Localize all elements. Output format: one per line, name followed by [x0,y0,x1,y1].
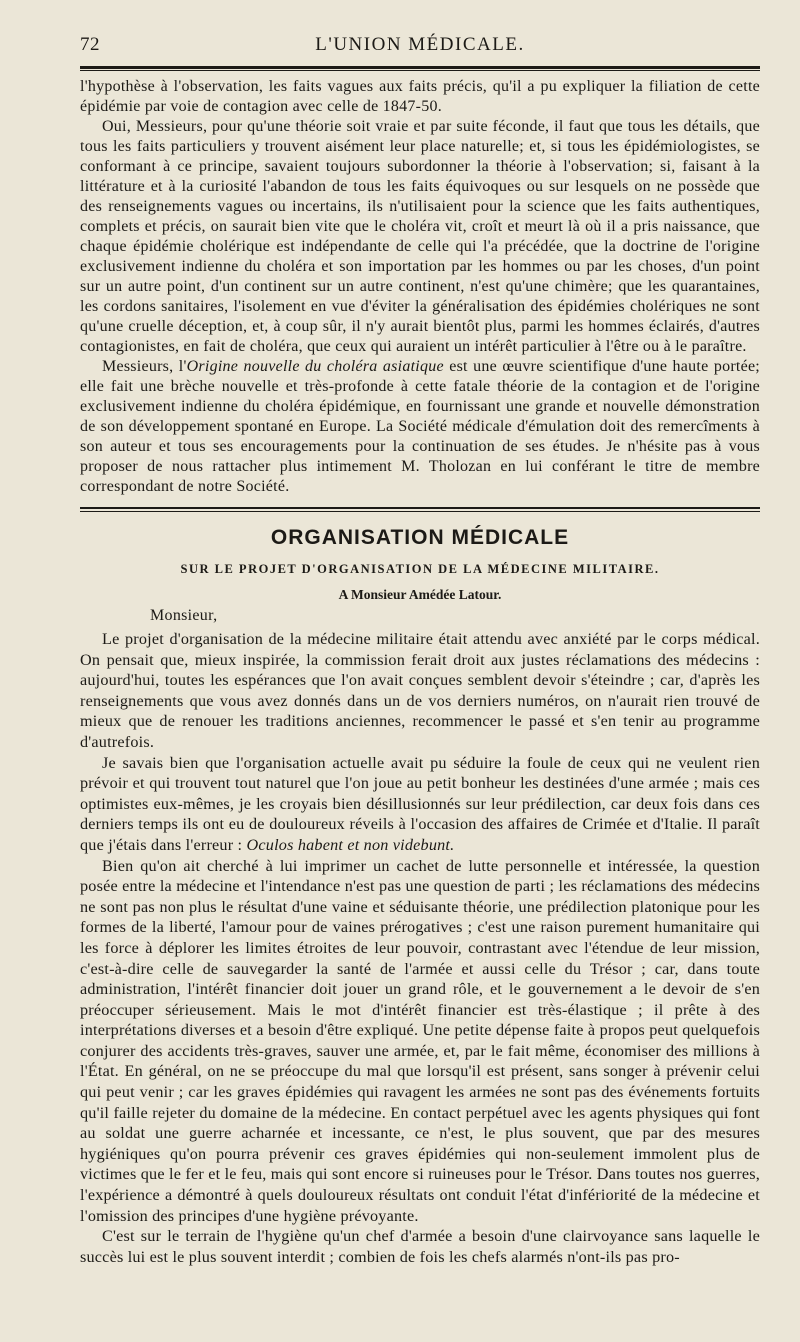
divider-rule-thin [80,511,760,512]
paragraph [80,357,760,497]
paragraph: l'hypothèse à l'observation, les faits vagues aux faits précis, qu'il a pu expliquer la filiation de cette épidémie par voie de contagion avec celle de 1847-50. [80,78,760,115]
running-head [80,30,760,62]
divider-rule [80,507,760,509]
text-span: Je savais bien que l'organisation actuelle avait pu séduire la foule de ceux qui ne veulent rien prévoir et qui trouvent tout naturel que l'on joue au petit bonheur les destinées d'une armée ; mais ces optimistes eux-mêmes, je les croyais bien désillusionnés sur leur prédilection, car deux fois dans ces derniers temps ils ont eu de douloureux réveils à l'occasion des affaires de Crimée et d'Italie. Il paraît que j'étais dans l'erreur : [80,753,760,854]
paragraph: Oui, Messieurs, pour qu'une théorie soit vraie et par suite féconde, il faut que tous les détails, que tous les faits particuliers y trouvent aisément leur place naturelle; et, si tous les épidémiologistes, se conformant à ce principe, savaient toujours subordonner la théorie à l'observation; si, faisant à la littérature et à la curiosité l'abandon de tous les faits équivoques ou sur lesquels on ne possède que des renseignements vagues ou incertains, ils n'utilisaient pour la science que les faits authentiques, complets et précis, on saurait bien vite que le choléra vit, croît et meurt là où il a pris naissance, que chaque épidémie cholérique est indépendante de celle qui l'a précédée, que la doctrine de l'origine exclusivement indienne du choléra et son importation par les hommes ou par les choses, d'un point sur un autre point, d'un continent sur un autre continent, n'est qu'une chimère; que les quarantaines, les cordons sanitaires, l'isolement en vue d'éviter la généralisation des épidémies cholériques ne sont qu'une cruelle déception, et, à coup sûr, il n'y aurait bientôt plus, parmi les hommes éclairés, d'autres contagionistes, en fait de choléra, que ceux qui auraient un intérêt particulier à l'être ou à le paraître. [80,118,760,355]
paragraph: Le projet d'organisation de la médecine militaire était attendu avec anxiété par le corps médical. On pensait que, mieux inspirée, la commission ferait droit aux justes réclamations des médecins : aujourd'hui, toutes les espérances que l'on avait conçues semblent devoir s'éteindre ; car, d'après les renseignements que vous avez donnés dans un de vos derniers numéros, on n'aurait rien trouvé de mieux que de renouer les traditions anciennes, recommencer le passé et s'en tenir au programme d'autrefois. [80,630,760,751]
book-title: Origine nouvelle du choléra asiatique [186,358,444,375]
paragraph: Bien qu'on ait cherché à lui imprimer un cachet de lutte personnelle et intéressée, la question posée entre la médecine et l'intendance n'est pas une question de parti ; les réclamations des médecins ne sont pas non plus le résultat d'une vaine et séduisante théorie, une prédilection platonique pour les formes de la liberté, l'amour pour de vaines prérogatives ; c'est une raison purement humanitaire qui les force à déplorer les limites étroites de leur pouvoir, contrastant avec l'étendue de leur mission, c'est-à-dire celle de sauvegarder la santé de l'armée et aussi celle du Trésor ; car, dans toute administration, l'intérêt financier doit jouer un grand rôle, et le gouvernement a le devoir de s'en préoccuper sérieusement. Mais le mot d'intérêt financier est très-élastique ; il prête à des interprétations diverses et a besoin d'être expliqué. Une petite dépense faite à propos peut quelquefois conjurer des accidents très-graves, sauver une armée, et, par le fait même, économiser des millions à l'État. En général, on ne se préoccupe du mal que lorsqu'il est présent, sans songer à prévenir celui qui peut venir ; car les graves épidémies qui ravagent les armées ne sont pas des événements fortuits qu'il faille rejeter du domaine de la médecine. En contact perpétuel avec les agents physiques qui font au soldat une guerre acharnée et incessante, ce n'est, le plus souvent, que par des mesures hygiéniques qu'on pourra prévenir ces graves épidémies qui non-seulement immolent plus de victimes que le fer et le feu, mais qui sont encore si ruineuses pour le Trésor. Dans toutes nos guerres, l'expérience a démontré à quels douloureux résultats ont conduit l'état d'infériorité de la médecine et l'omission des principes d'une hygiène prévoyante. [80,856,760,1225]
page-number: 72 [80,34,100,55]
latin-quote: Oculos habent et non videbunt. [246,835,455,854]
paragraph: C'est sur le terrain de l'hygiène qu'un chef d'armée a besoin d'une clairvoyance sans laquelle le succès lui est le plus souvent interdit ; combien de fois les chefs alarmés n'ont-ils pas pro- [80,1227,760,1266]
section-divider [80,507,760,512]
text-span: est une œuvre scientifique d'une haute portée; elle fait une brèche nouvelle et très-profonde à cette fatale théorie de la contagion et de l'origine exclusivement indienne du choléra épidémique, en fournissant une grande et nouvelle démonstration de son développement spontané en Europe. La Société médicale d'émulation doit des remercîments à son auteur et tous ses encouragements pour la continuation de ses études. Je n'hésite pas à vous proposer de nous rattacher plus intimement M. Tholozan en lui conférant le titre de membre correspondant de notre Société. [80,358,760,495]
text-span: Messieurs, l' [102,358,187,375]
letter-addressee: A Monsieur Amédée Latour. [338,587,502,602]
letter-salutation: Monsieur, [150,607,218,624]
paragraph [80,753,760,856]
section-title: ORGANISATION MÉDICALE [270,526,570,549]
header-rule [80,66,760,69]
section-subtitle: SUR LE PROJET D'ORGANISATION DE LA MÉDECINE MILITAIRE. [180,562,660,576]
header-rule-thin [80,70,760,71]
journal-title: L'UNION MÉDICALE. [315,34,525,55]
